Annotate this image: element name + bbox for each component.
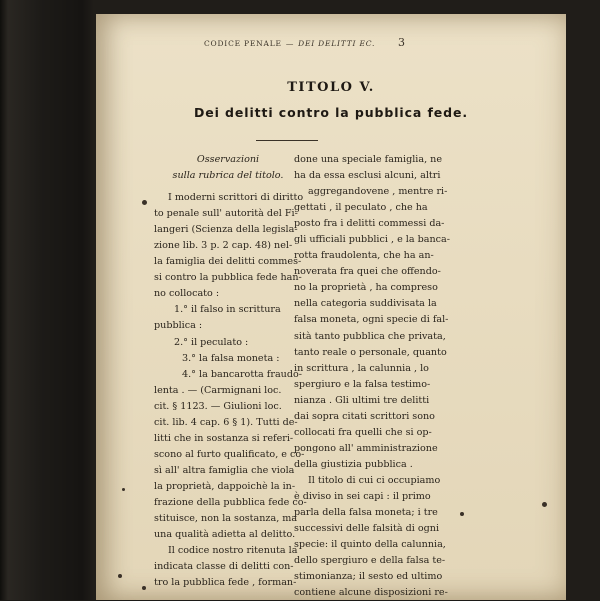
text-line: scono al furto qualificato, e co- — [154, 448, 305, 460]
text-line: tanto reale o personale, quanto — [294, 346, 447, 358]
list-item: 1.° il falso in scrittura — [174, 304, 281, 316]
text-line: cit. lib. 4 cap. 6 § 1). Tutti de- — [154, 416, 298, 428]
text-line: dello spergiuro e della falsa te- — [294, 555, 446, 567]
list-item: 3.° la falsa moneta : — [182, 352, 280, 364]
text-line: aggregandovene , mentre ri- — [308, 186, 448, 198]
text-line: gettati , il peculato , che ha — [294, 202, 428, 214]
text-line: langeri (Scienza della legisla- — [154, 224, 298, 236]
text-line: I moderni scrittori di diritto — [168, 192, 304, 204]
text-line: done una speciale famiglia, ne — [294, 154, 443, 165]
text-line: to penale sull' autorità del Fi- — [154, 208, 298, 220]
text-line: no collocato : — [154, 288, 220, 300]
text-line: tro la pubblica fede , forman- — [154, 577, 297, 589]
title-subheading: Dei delitti contro la pubblica fede. — [193, 105, 469, 120]
text-line: nianza . Gli ultimi tre delitti — [294, 394, 430, 406]
list-item: 4.° la bancarotta fraudo- — [182, 368, 303, 380]
section-heading: Osservazioni — [196, 154, 260, 165]
text-line: rotta fraudolenta, che ha an- — [294, 250, 434, 262]
list-item: 2.° il peculato : — [174, 336, 249, 348]
running-header-left: CODICE PENALE — [204, 39, 282, 48]
ink-spot — [122, 488, 125, 491]
running-header — [96, 36, 566, 50]
text-line: no la proprietà , ha compreso — [294, 282, 438, 294]
text-line: è diviso in sei capi : il primo — [294, 490, 431, 502]
text-line: una qualità adietta al delitto. — [154, 529, 296, 541]
text-line: posto fra i delitti commessi da- — [294, 218, 445, 230]
text-line: sì all' altra famiglia che viola — [154, 464, 295, 476]
text-line: specie: il quinto della calunnia, — [294, 539, 446, 551]
text-line: la proprietà, dappoichè la in- — [154, 480, 296, 492]
text-line: contiene alcune disposizioni re- — [294, 587, 448, 599]
text-line: si contro la pubblica fede han- — [154, 272, 302, 284]
running-header-separator: — — [285, 39, 295, 48]
text-line: cit. § 1123. — Giulioni loc. — [154, 400, 282, 412]
text-line: nella categoria suddivisata la — [294, 298, 437, 310]
text-line: lenta . — (Carmignani loc. — [154, 384, 282, 396]
section-divider — [256, 140, 318, 141]
section-heading: sulla rubrica del titolo. — [172, 170, 284, 182]
text-line: stimonianza; il sesto ed ultimo — [294, 571, 443, 583]
text-line: sità tanto pubblica che privata, — [294, 330, 446, 342]
page-sheet — [96, 14, 566, 600]
text-line: parla della falsa moneta; i tre — [294, 507, 438, 519]
title-heading: TITOLO V. — [287, 80, 375, 95]
ink-spot — [142, 200, 147, 205]
page-number: 3 — [398, 36, 405, 49]
ink-spot — [142, 586, 146, 590]
text-line: frazione della pubblica fede co- — [154, 496, 307, 508]
title-block — [96, 80, 566, 120]
text-line: stituisce, non la sostanza, ma — [154, 513, 298, 525]
text-line: litti che in sostanza si referi- — [154, 432, 294, 444]
running-header-right: DEI DELITTI EC. — [298, 39, 376, 48]
text-line: pubblica : — [154, 320, 203, 332]
right-column — [294, 152, 451, 601]
text-line: falsa moneta, ogni specie di fal- — [294, 314, 449, 326]
text-line: collocati fra quelli che si op- — [294, 426, 432, 438]
text-line: della giustizia pubblica . — [294, 458, 413, 470]
text-line: zione lib. 3 p. 2 cap. 48) nel- — [154, 240, 293, 252]
text-line: pongono all' amministrazione — [294, 442, 438, 454]
text-line: ha da essa esclusi alcuni, altri — [294, 170, 441, 182]
text-line: spergiuro e la falsa testimo- — [294, 378, 431, 390]
text-line: Il codice nostro ritenuta la — [168, 545, 298, 557]
ink-spot — [542, 502, 547, 507]
text-line: gli ufficiali pubblici , e la banca- — [294, 234, 451, 246]
text-line: Il titolo di cui ci occupiamo — [308, 474, 441, 486]
text-line: la famiglia dei delitti commes- — [154, 256, 302, 268]
text-line: noverata fra quei che offendo- — [294, 266, 441, 278]
text-line: indicata classe di delitti con- — [154, 561, 294, 573]
text-line: successivi delle falsità di ogni — [294, 523, 440, 535]
text-line: in scrittura , la calunnia , lo — [294, 362, 429, 374]
ink-spot — [460, 512, 464, 516]
left-column — [154, 152, 307, 591]
ink-spot — [118, 574, 122, 578]
text-line: dai sopra citati scrittori sono — [294, 410, 435, 422]
